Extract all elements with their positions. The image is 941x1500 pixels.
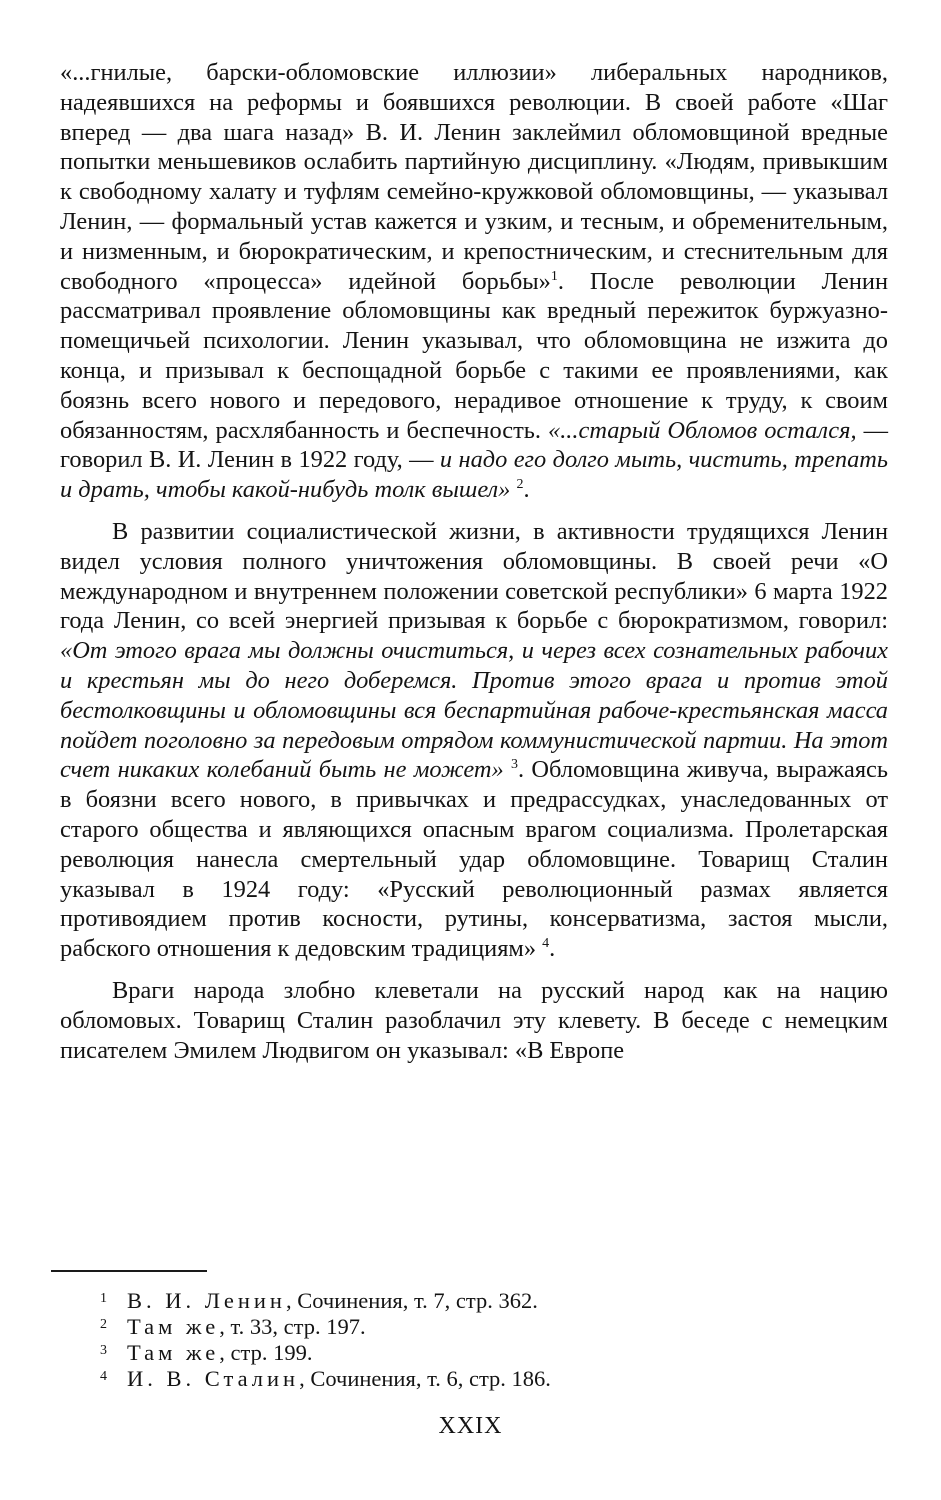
footnote-author: Там же bbox=[127, 1314, 220, 1339]
text-run: В развитии социалистической жизни, в активности трудящихся Ленин видел условия полного уничтожения обломовщины. В своей речи «О международном и внутреннем положении советской республики» 6 марта 1922 года Ленин, со всей энергией призывая к борьбе с бюрократизмом, говорил: bbox=[60, 517, 888, 635]
footnote-source: , Сочинения, т. 7, стр. 362. bbox=[285, 1288, 538, 1313]
footnote-reference: 3 bbox=[511, 757, 518, 773]
italic-quotation: «От этого врага мы должны очиститься, и через всех сознательных рабочих и крестьян мы до него доберемся. Против этого врага и против этой бестолковщины и обломовщины вся беспартийная рабоче-крестьянская масса пойдет поголовно за передовым отрядом коммунистической партии. На этот счет никаких колебаний быть не может» bbox=[60, 637, 888, 784]
footnote-author: И. В. Сталин bbox=[127, 1366, 300, 1391]
page-body bbox=[60, 58, 888, 1065]
footnote-2: 2 Там же, т. 33, стр. 197. bbox=[100, 1314, 366, 1339]
page-number: XXIX bbox=[438, 1413, 503, 1439]
paragraph-3 bbox=[60, 976, 888, 1065]
text-run: «...гнилые, барски-обломовские иллюзии» либеральных народников, надеявшихся на реформы и боявшихся революции. В своей работе «Шаг вперед — два шага назад» В. И. Ленин заклеймил обломовщиной вредные попытки меньшевиков ослабить партийную дисциплину. «Людям, привыкшим к свободному халату и туфлям семейно-кружковой обломовщины, — указывал Ленин, — формальный устав кажется и узким, и тесным, и обременительным, и низменным, и бюрократическим, и крепостническим, и стеснительным для свободного «процесса» идейной борьбы» bbox=[60, 59, 888, 295]
paragraph-2 bbox=[60, 517, 888, 964]
paragraph-1 bbox=[60, 58, 888, 505]
text-run: . Обломовщина живуча, выражаясь в боязни всего нового, в привычках и предрассудках, унаследованных от старого общества и являющихся опасным врагом социализма. Пролетарская революция нанесла смертельный удар обломовщине. Товарищ Сталин указывал в 1924 году: «Русский революционный размах является противоядием против косности, рутины, консерватизма, застоя мысли, рабского отношения к дедовским традициям» bbox=[60, 756, 889, 963]
italic-quotation: и надо его долго мыть, чистить, трепать и драть, чтобы какой-нибудь толк вышел» bbox=[60, 446, 888, 504]
footnote-source: , т. 33, стр. 197. bbox=[219, 1314, 366, 1339]
footnote-3: 3 Там же, стр. 199. bbox=[100, 1340, 313, 1365]
footnote-separator bbox=[51, 1270, 207, 1272]
footnote-4: 4 И. В. Сталин, Сочинения, т. 6, стр. 186. bbox=[100, 1366, 551, 1391]
footnote-author: В. И. Ленин bbox=[127, 1288, 286, 1313]
text-run bbox=[504, 756, 511, 783]
text-run: — говорил В. И. Ленин в 1922 году, — bbox=[60, 416, 888, 474]
footnote-source: , стр. 199. bbox=[219, 1340, 313, 1365]
text-run: . bbox=[549, 935, 556, 963]
footnote-1: 1 В. И. Ленин, Сочинения, т. 7, стр. 362. bbox=[100, 1288, 538, 1313]
footnote-author: Там же bbox=[127, 1340, 220, 1365]
footnote-reference: 2 bbox=[516, 477, 524, 493]
footnote-reference: 4 bbox=[542, 936, 550, 952]
footnotes bbox=[100, 1288, 860, 1392]
footnote-source: , Сочинения, т. 6, стр. 186. bbox=[299, 1366, 551, 1391]
text-run: Враги народа злобно клеветали на русский народ как на нацию обломовых. Товарищ Сталин разоблачил эту клевету. В беседе с немецким писателем Эмилем Людвигом он указывал: «В Европе bbox=[60, 976, 888, 1064]
text-run: . После революции Ленин рассматривал проявление обломовщины как вредный пережиток буржуазно-помещичьей психологии. Ленин указывал, что обломовщина не изжита до конца, и призывал к беспощадной борьбе с такими ее проявлениями, как боязнь всего нового и передового, нерадивое отношение к труду, к своим обязанностям, расхлябанность и беспечность. bbox=[60, 267, 888, 444]
text-run: . bbox=[523, 476, 530, 504]
italic-quotation: «...старый Обломов остался, bbox=[548, 416, 857, 444]
footnote-reference: 1 bbox=[550, 268, 558, 284]
